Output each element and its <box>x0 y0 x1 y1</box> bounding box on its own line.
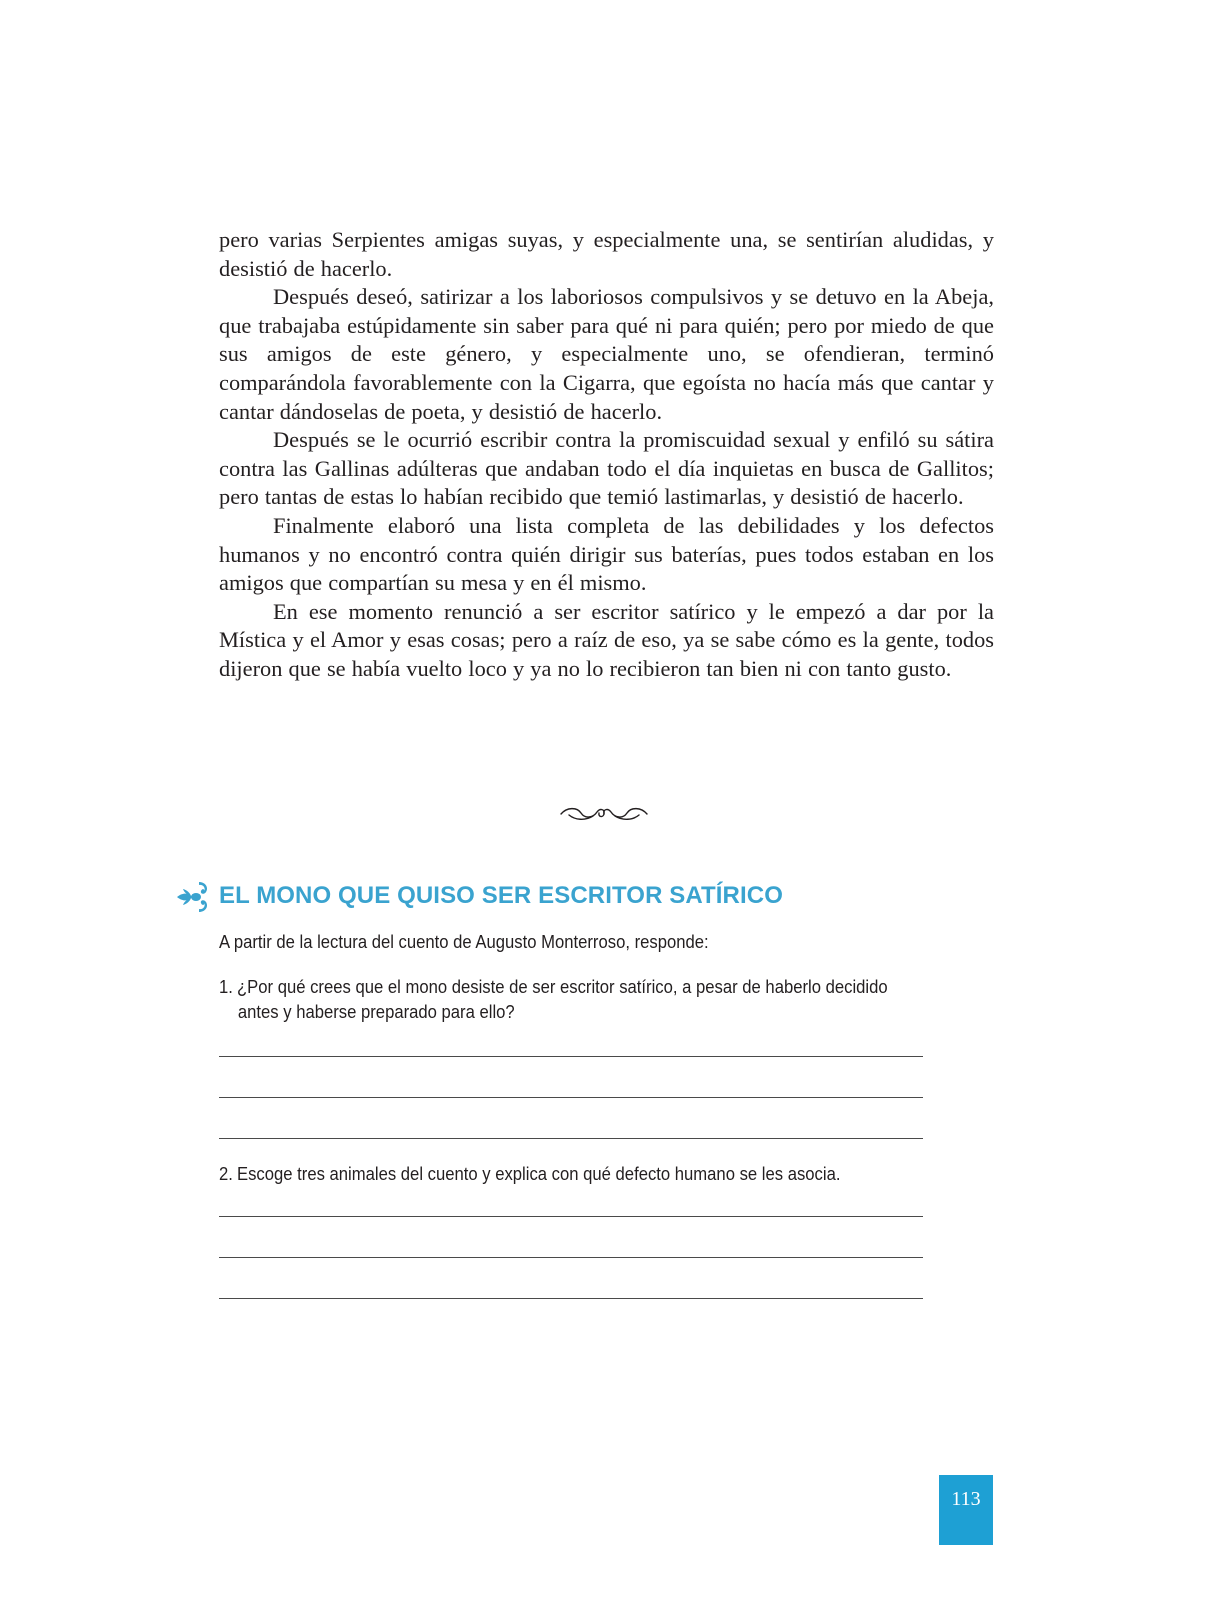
fleur-ornament-icon <box>177 880 213 914</box>
story-paragraph: Finalmente elaboró una lista completa de las debilidades y los defectos humanos y no encontró contra quién dirigir sus baterías, pues todos estaban en los amigos que compartían su mesa y en él mismo. <box>219 512 994 596</box>
question-text: Escoge tres animales del cuento y explica con qué defecto humano se les asocia. <box>237 1163 841 1184</box>
page-number: 113 <box>951 1488 981 1510</box>
answer-line[interactable] <box>219 1298 923 1299</box>
story-paragraph: Después se le ocurrió escribir contra la promiscuidad sexual y enfiló su sátira contra las Gallinas adúlteras que andaban todo el día inquietas en busca de Gallitos; pero tantas de estas lo habían recibido que temió lastimarlas, y desistió de hacerlo. <box>219 427 994 510</box>
question-number: 1. <box>219 976 233 997</box>
page-number-box <box>939 1475 993 1545</box>
activity-instructions: A partir de la lectura del cuento de Augusto Monterroso, responde: <box>219 931 709 952</box>
answer-line[interactable] <box>219 1257 923 1258</box>
question-text-continued: antes y haberse preparado para ello? <box>237 1001 515 1022</box>
story-text <box>219 226 994 684</box>
story-paragraph: En ese momento renunció a ser escritor satírico y le empezó a dar por la Mística y el Amor y esas cosas; pero a raíz de eso, ya se sabe cómo es la gente, todos dijeron que se había vuelto loco y ya no lo recibieron tan bien ni con tanto gusto. <box>219 598 994 681</box>
answer-line[interactable] <box>219 1216 923 1217</box>
flourish-divider <box>559 803 649 823</box>
question-number: 2. <box>219 1163 233 1184</box>
story-paragraph: pero varias Serpientes amigas suyas, y especialmente una, se sentirían aludidas, y desistió de hacerlo. <box>219 227 994 281</box>
answer-line[interactable] <box>219 1056 923 1057</box>
answer-line[interactable] <box>219 1138 923 1139</box>
question-2 <box>219 1161 912 1186</box>
question-1 <box>219 974 912 1024</box>
section-title: EL MONO QUE QUISO SER ESCRITOR SATÍRICO <box>219 882 783 909</box>
answer-line[interactable] <box>219 1097 923 1098</box>
question-text: ¿Por qué crees que el mono desiste de ser escritor satírico, a pesar de haberlo decidido <box>237 976 888 997</box>
story-paragraph: Después deseó, satirizar a los laboriosos compulsivos y se detuvo en la Abeja, que trabajaba estúpidamente sin saber para qué ni para quién; pero por miedo de que sus amigos de este género, y especialmente uno, se ofendieran, terminó comparándola favorablemente con la Cigarra, que egoísta no hacía más que cantar y cantar dándoselas de poeta, y desistió de hacerlo. <box>219 284 994 424</box>
